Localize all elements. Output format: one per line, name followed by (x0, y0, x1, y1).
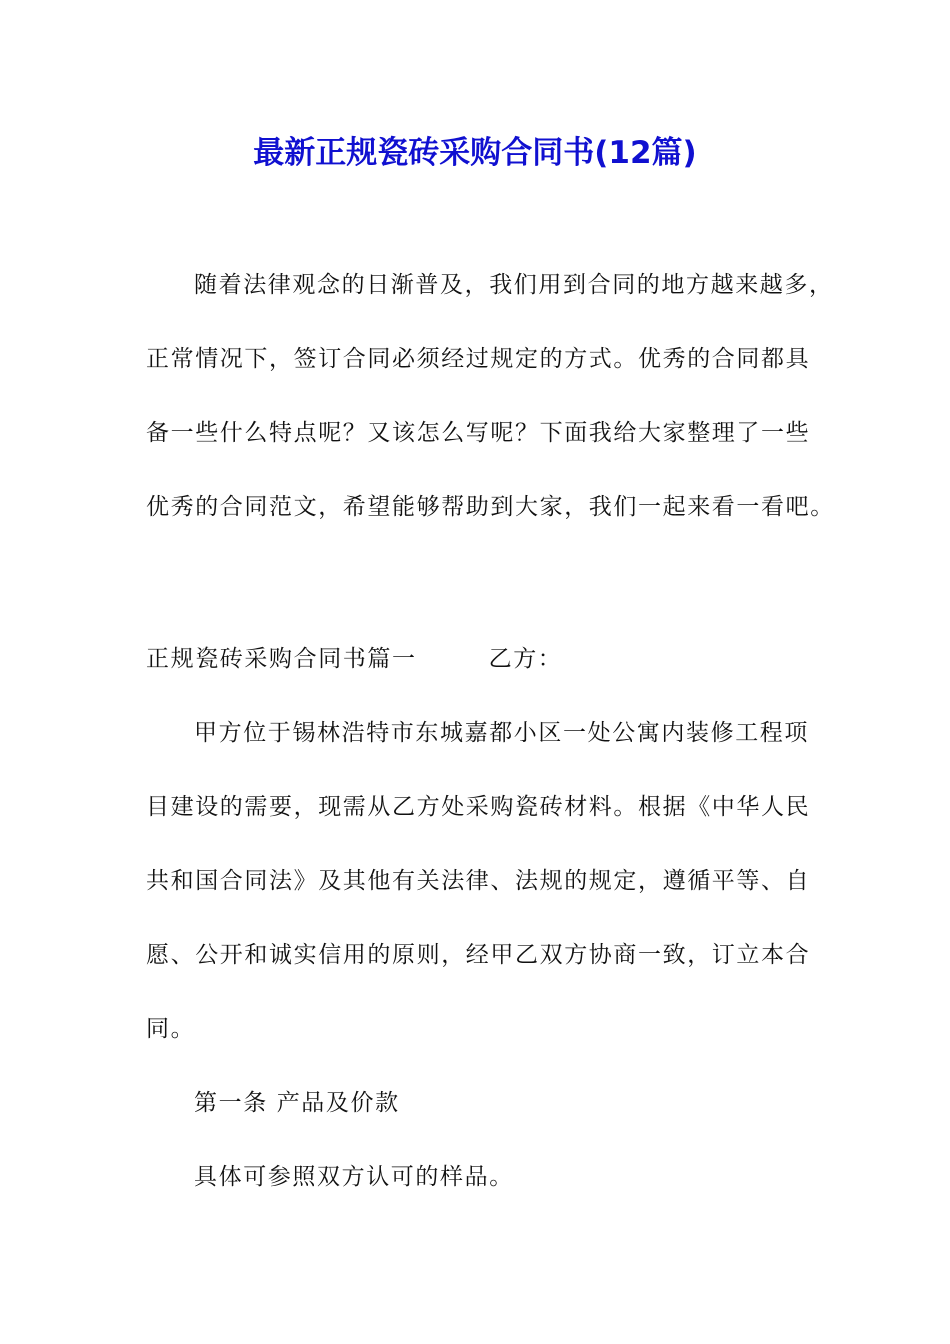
party-b-label: 乙方： (488, 646, 563, 672)
paragraph-line: 共和国合同法》及其他有关法律、法规的规定，遵循平等、自 (146, 868, 811, 894)
document-title: 最新正规瓷砖采购合同书(12篇) (253, 135, 697, 171)
article-heading: 第一条 产品及价款 (194, 1090, 400, 1116)
intro-line: 优秀的合同范文，希望能够帮助到大家，我们一起来看一看吧。 (146, 494, 835, 520)
paragraph-line: 甲方位于锡林浩特市东城嘉都小区一处公寓内装修工程项 (194, 720, 809, 746)
paragraph-line: 目建设的需要，现需从乙方处采购瓷砖材料。根据《中华人民 (146, 794, 811, 820)
paragraph-line: 同。 (146, 1016, 196, 1042)
article-text: 具体可参照双方认可的样品。 (194, 1164, 514, 1190)
paragraph-line: 愿、公开和诚实信用的原则，经甲乙双方协商一致，订立本合 (146, 942, 811, 968)
section-one (146, 622, 811, 1214)
intro-line: 随着法律观念的日渐普及，我们用到合同的地方越来越多， (194, 272, 834, 298)
intro-line: 正常情况下，签订合同必须经过规定的方式。优秀的合同都具 (146, 346, 811, 372)
intro-line: 备一些什么特点呢？又该怎么写呢？下面我给大家整理了一些 (146, 420, 811, 446)
section-heading-line (146, 622, 811, 696)
intro-paragraph (146, 248, 835, 544)
section-heading: 正规瓷砖采购合同书篇一 (146, 646, 417, 672)
